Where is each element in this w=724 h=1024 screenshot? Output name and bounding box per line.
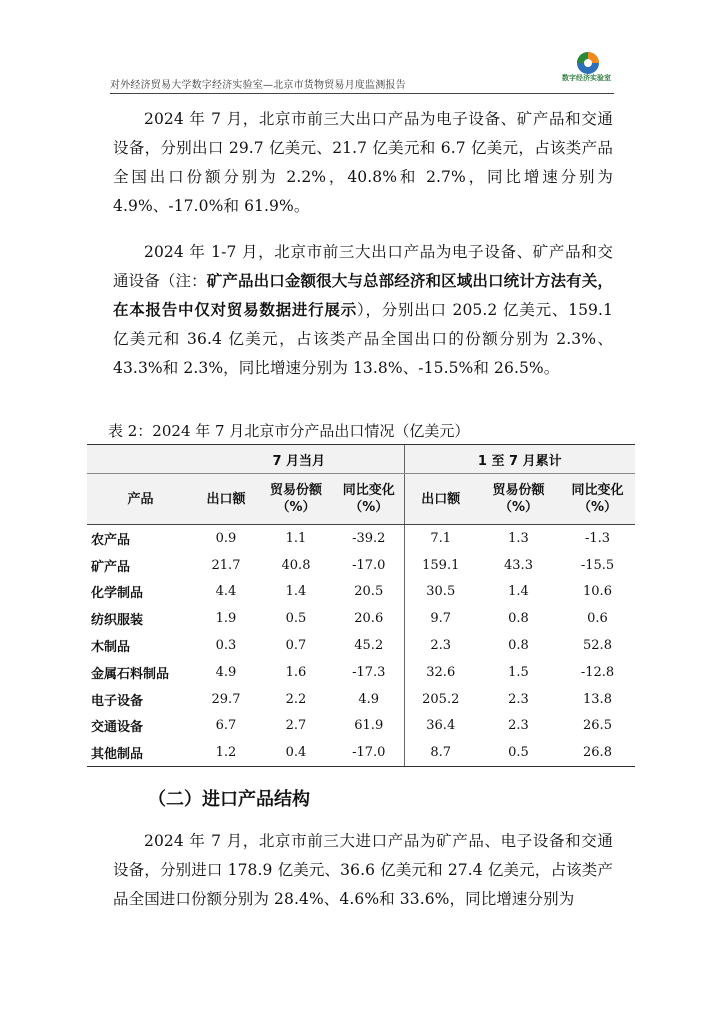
value-cell: 6.7 — [215, 718, 237, 734]
value-cell: 2.3 — [508, 718, 529, 734]
value-cell: -17.0 — [352, 557, 386, 573]
value-cell: 0.9 — [215, 530, 237, 546]
table-group-header-row — [87, 445, 635, 474]
table-row — [87, 525, 635, 552]
header-divider — [110, 93, 614, 94]
value-cell: 13.8 — [583, 691, 612, 707]
value-cell: 52.8 — [583, 638, 612, 654]
product-name-cell: 农产品 — [91, 532, 131, 548]
value-cell: 8.7 — [404, 739, 477, 766]
value-cell: 29.7 — [211, 691, 241, 707]
value-cell: 36.4 — [404, 713, 477, 740]
value-cell: 40.8 — [281, 557, 311, 573]
value-cell: 0.7 — [285, 638, 307, 654]
column-header-export: 出口额 — [194, 474, 258, 525]
product-name-cell: 其他制品 — [87, 739, 194, 766]
column-header-yoy: 同比变化（%） — [334, 474, 404, 525]
product-name-cell: 交通设备 — [91, 720, 144, 736]
value-cell: 1.6 — [285, 664, 307, 680]
value-cell: 32.6 — [404, 659, 477, 686]
bold-note: 矿产品出口金额很大与总部经济和区域出口统计方法有关，在本报告中仅对贸易数据进行展示 — [113, 272, 613, 319]
value-cell: 205.2 — [404, 686, 477, 713]
table-column-header-row — [87, 474, 635, 525]
value-cell: 1.3 — [508, 530, 529, 546]
product-name-cell: 矿产品 — [91, 559, 131, 575]
value-cell: 45.2 — [354, 638, 384, 654]
lab-logo-icon — [563, 50, 613, 90]
value-cell: 30.5 — [404, 579, 477, 606]
table-row — [87, 659, 635, 686]
column-header-share: 贸易份额（%） — [258, 474, 334, 525]
value-cell: -39.2 — [352, 530, 386, 546]
column-header-yoy-cum: 同比变化（%） — [560, 474, 635, 525]
value-cell: 2.3 — [508, 691, 529, 707]
paragraph-export-jan-jul — [113, 238, 613, 383]
table-row — [87, 686, 635, 713]
page-header — [110, 48, 613, 92]
table-row — [87, 713, 635, 740]
paragraph-text: 2024 年 7 月，北京市前三大进口产品为矿产品、电子设备和交通设备，分别进口 178.9 亿美元、36.6 亿美元和 27.4 亿美元，占该类产品全国进口份额分别为 28.4%、4.6%和 33.6%，同比增速分别为 — [113, 832, 613, 908]
value-cell: -15.5 — [580, 557, 615, 573]
table-row — [87, 605, 635, 632]
value-cell: 1.2 — [194, 739, 258, 766]
value-cell: 7.1 — [404, 525, 477, 552]
value-cell: 26.8 — [560, 739, 635, 766]
column-header-share-cum: 贸易份额（%） — [477, 474, 560, 525]
column-header-export-cum: 出口额 — [404, 474, 477, 525]
value-cell: -1.3 — [584, 530, 611, 546]
value-cell: 2.7 — [285, 718, 307, 734]
product-name-cell: 电子设备 — [91, 693, 144, 709]
value-cell: 0.8 — [508, 611, 529, 627]
value-cell: 1.1 — [285, 530, 307, 546]
value-cell: 0.6 — [587, 611, 608, 627]
value-cell: 4.9 — [358, 691, 380, 707]
export-products-table — [87, 444, 635, 767]
table-body — [87, 525, 635, 767]
table-row — [87, 739, 635, 766]
value-cell: 1.4 — [508, 584, 529, 600]
text-segment: 2024 年 1-7 月，北京市前三大出口产品为电子设备、矿产品和交通设备（注： — [113, 243, 613, 290]
group-header-month: 7 月当月 — [194, 445, 404, 474]
paragraph-text: 2024 年 7 月，北京市前三大出口产品为电子设备、矿产品和交通设备，分别出口 29.7 亿美元、21.7 亿美元和 6.7 亿美元，占该类产品全国出口份额分别为 2.2%，40.8%和 2.7%，同比增速分别为 4.9%、-17.0%和 61.9%。 — [113, 110, 613, 215]
value-cell: 0.4 — [258, 739, 334, 766]
value-cell: 0.3 — [215, 638, 237, 654]
value-cell: 43.3 — [504, 557, 533, 573]
value-cell: 1.5 — [508, 664, 529, 680]
table-row — [87, 552, 635, 579]
value-cell: 0.5 — [477, 739, 560, 766]
value-cell: 26.5 — [583, 718, 612, 734]
value-cell: 4.4 — [215, 584, 237, 600]
table-row — [87, 579, 635, 606]
empty-header-cell — [87, 445, 194, 474]
value-cell: 20.5 — [354, 584, 384, 600]
value-cell: 20.6 — [354, 611, 384, 627]
value-cell: 0.5 — [285, 611, 307, 627]
product-name-cell: 金属石料制品 — [91, 666, 170, 682]
section-heading: （二）进口产品结构 — [148, 789, 310, 810]
column-header-product: 产品 — [87, 474, 194, 525]
product-name-cell: 木制品 — [91, 640, 131, 656]
product-name-cell: 纺织服装 — [91, 613, 144, 629]
value-cell: 10.6 — [583, 584, 612, 600]
value-cell: 1.4 — [285, 584, 307, 600]
logo-caption: 数字经济实验室 — [562, 74, 611, 82]
value-cell: 0.8 — [508, 638, 529, 654]
value-cell: 2.2 — [285, 691, 307, 707]
value-cell: 61.9 — [354, 718, 384, 734]
table-caption: 表 2：2024 年 7 月北京市分产品出口情况（亿美元） — [108, 422, 470, 440]
header-title: 对外经济贸易大学数字经济实验室—北京市货物贸易月度监测报告 — [110, 80, 406, 91]
paragraph-import-july — [113, 827, 613, 914]
product-name-cell: 化学制品 — [91, 586, 144, 602]
value-cell: 4.9 — [215, 664, 237, 680]
value-cell: -12.8 — [580, 664, 615, 680]
value-cell: 159.1 — [404, 552, 477, 579]
value-cell: 9.7 — [404, 605, 477, 632]
table-row — [87, 632, 635, 659]
value-cell: 1.9 — [215, 611, 237, 627]
group-header-cumulative: 1 至 7 月累计 — [404, 445, 635, 474]
value-cell: -17.3 — [352, 664, 386, 680]
value-cell: -17.0 — [334, 739, 404, 766]
value-cell: 2.3 — [404, 632, 477, 659]
paragraph-export-july — [113, 105, 613, 221]
text-segment: ），分别出口 205.2 亿美元、159.1 亿美元和 36.4 亿美元，占该类产品全国出口的份额分别为 2.3%、43.3%和 2.3%，同比增速分别为 13.8%、-15.5%和 26.5%。 — [113, 301, 613, 377]
paragraph-text — [113, 238, 613, 383]
value-cell: 21.7 — [211, 557, 241, 573]
